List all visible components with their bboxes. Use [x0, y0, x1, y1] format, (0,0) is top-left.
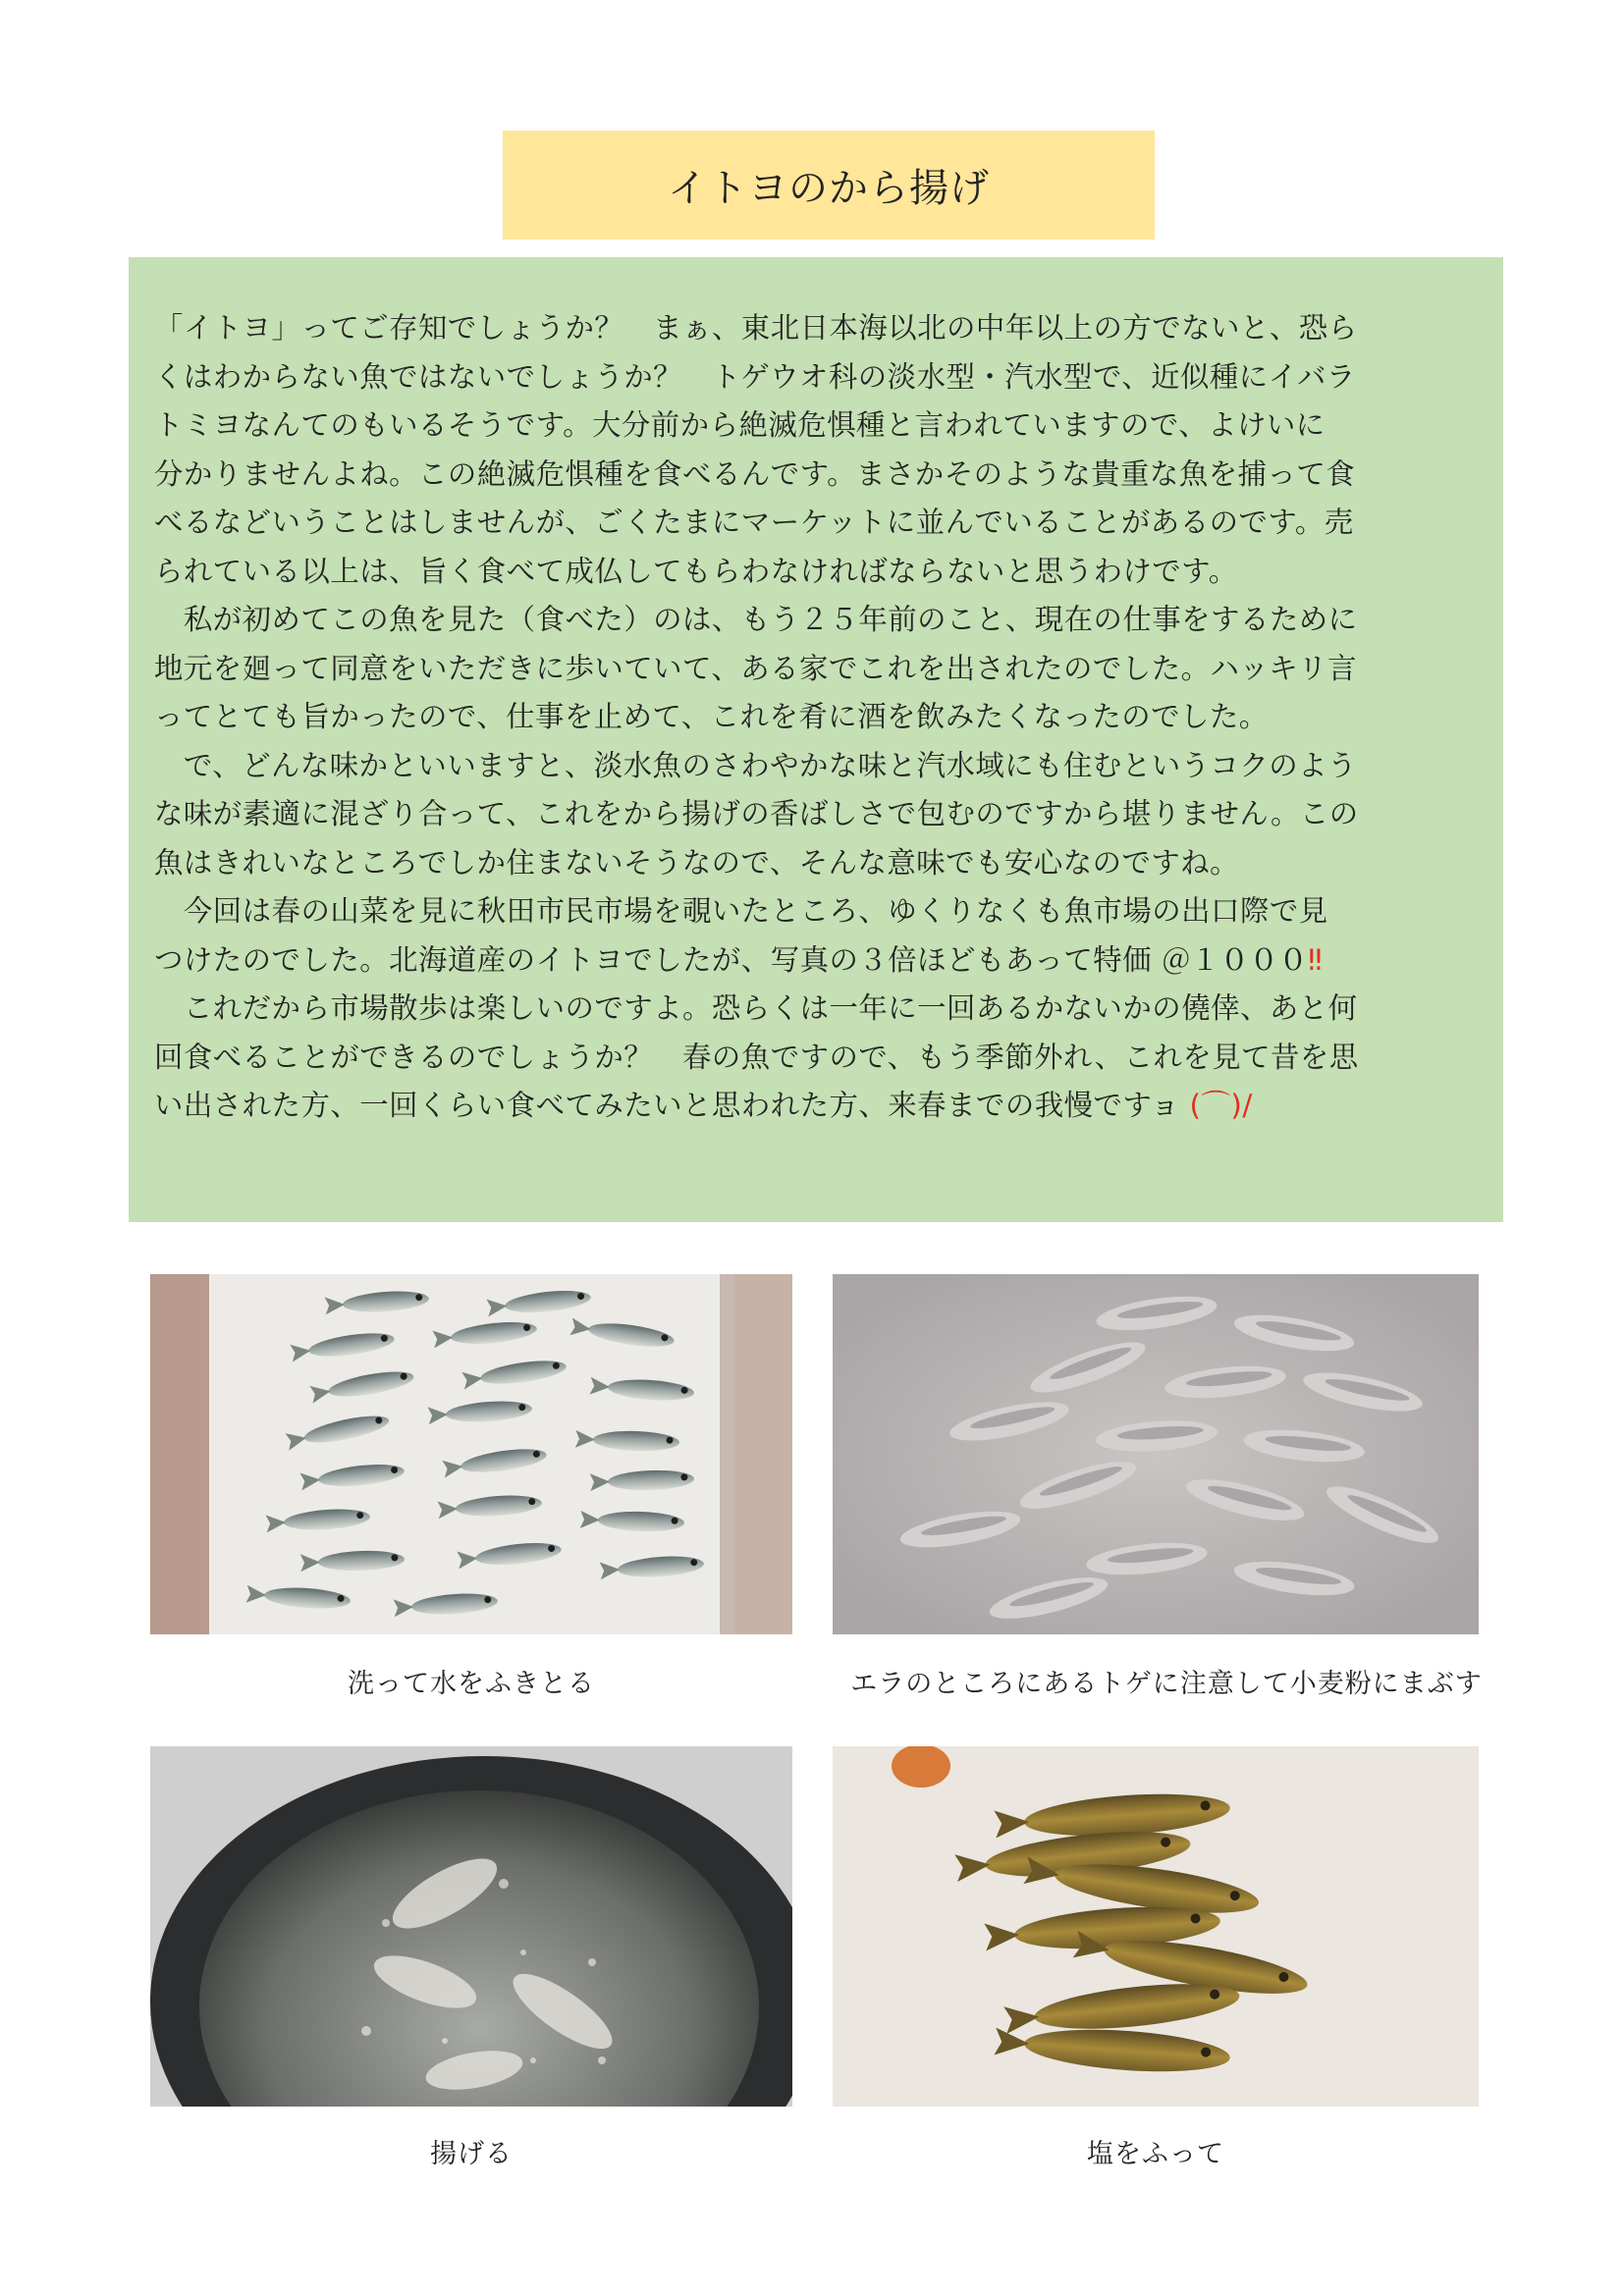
- photo-caption: 洗って水をふきとる: [348, 1669, 595, 1699]
- article-panel: [129, 257, 1503, 1222]
- article-line: 魚はきれいなところでしか住まないそうなので、そんな意味でも安心なのですね。: [154, 845, 1240, 880]
- article-line: これだから市場散歩は楽しいのですよ。恐らくは一年に一回あるかないかの僥倖、あと何: [154, 991, 1358, 1025]
- photo-frying-fish: [150, 1746, 792, 2107]
- article-line: ってとても旨かったので、仕事を止めて、これを肴に酒を飲みたくなったのでした。: [154, 700, 1269, 733]
- article-line: な味が素適に混ざり合って、これをから揚げの香ばしさで包むのですから堪りません。この: [154, 797, 1359, 830]
- article-line: トミヨなんてのもいるそうです。大分前から絶滅危惧種と言われていますので、よけいに: [154, 408, 1326, 442]
- page-title: イトヨのから揚げ: [668, 166, 990, 211]
- article-line: 「イトヨ」ってご存知でしょうか？ まぁ、東北日本海以北の中年以上の方でないと、恐ら: [154, 311, 1358, 345]
- photo-caption: エラのところにあるトゲに注意して小麦粉にまぶす: [850, 1669, 1483, 1699]
- photo-washed-fish: [150, 1274, 792, 1634]
- double-exclamation-icon: ‼: [1308, 942, 1324, 977]
- article-line: で、どんな味かといいますと、淡水魚のさわやかな味と汽水域にも住むというコクのよう: [154, 748, 1357, 782]
- article-line: 地元を廻って同意をいただきに歩いていて、ある家でこれを出されたのでした。ハッキリ言: [154, 651, 1357, 685]
- title-banner: [503, 131, 1155, 240]
- smiley-emoticon: (⌒)/: [1189, 1089, 1253, 1122]
- article-line: 回食べることができるのでしょうか？ 春の魚ですので、もう季節外れ、これを見て昔を思: [154, 1040, 1359, 1074]
- article-line-text: つけたのでした。北海道産のイトヨでしたが、写真の３倍ほどもあって特価 ＠１０００: [154, 942, 1309, 977]
- article-body: [154, 304, 1499, 1131]
- article-line: 私が初めてこの魚を見た（食べた）のは、もう２５年前のこと、現在の仕事をするために: [154, 603, 1358, 636]
- article-line: 分かりませんよね。この絶滅危惧種を食べるんです。まさかそのような貴重な魚を捕って食: [154, 456, 1356, 491]
- photo-caption: 塩をふって: [1087, 2139, 1224, 2169]
- article-line: 今回は春の山菜を見に秋田市民市場を覗いたところ、ゆくりなくも魚市場の出口際で見: [154, 894, 1328, 928]
- article-line-text: い出された方、一回くらい食べてみたいと思われた方、来春までの我慢ですョ: [154, 1089, 1180, 1122]
- article-line: べるなどいうことはしませんが、ごくたまにマーケットに並んでいることがあるのです。売: [154, 506, 1354, 539]
- article-line-last: [154, 1082, 1499, 1131]
- article-line-with-price: [154, 936, 1499, 986]
- article-line: られている以上は、旨く食べて成仏してもらわなければならないと思うわけです。: [154, 554, 1238, 588]
- photo-floured-fish: [833, 1274, 1479, 1634]
- photo-salted-fish: [833, 1746, 1479, 2107]
- article-line: くはわからない魚ではないでしょうか？ トゲウオ科の淡水型・汽水型で、近似種にイバラ: [154, 359, 1356, 394]
- photo-caption: 揚げる: [430, 2139, 513, 2169]
